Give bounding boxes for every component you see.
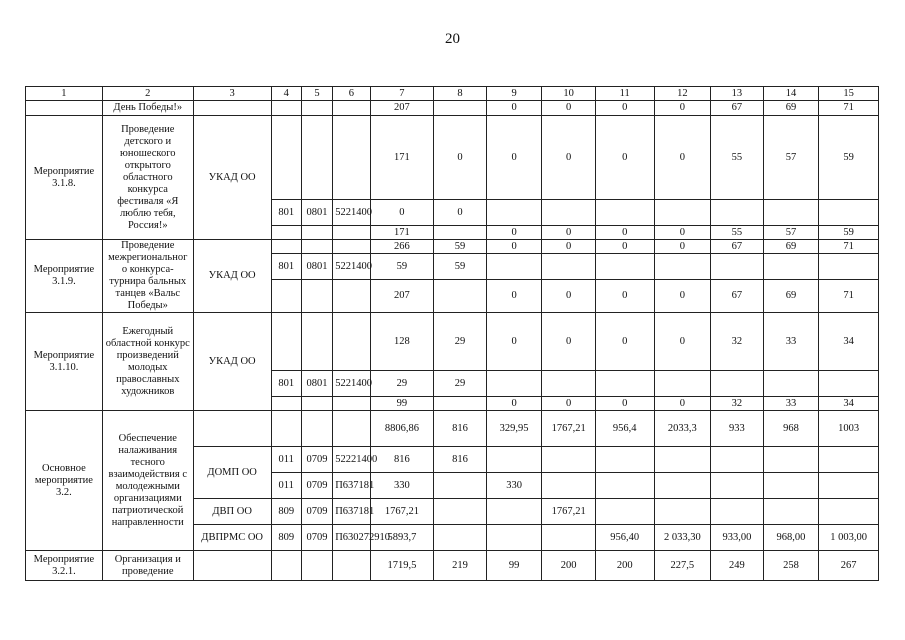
- cell: 33: [763, 397, 819, 411]
- cell: 266: [370, 240, 434, 254]
- cell: 0: [542, 240, 596, 254]
- cell: [763, 371, 819, 397]
- cell: 171: [370, 226, 434, 240]
- cell: 55: [711, 226, 764, 240]
- cell: [595, 473, 654, 499]
- cell: 0: [595, 116, 654, 200]
- table-row: [26, 240, 879, 254]
- page-number: 20: [445, 31, 460, 47]
- cell: 0: [542, 101, 596, 116]
- cell: [763, 447, 819, 473]
- table-row: [26, 411, 879, 447]
- cell: 0: [595, 313, 654, 371]
- cell: 59: [434, 240, 487, 254]
- cell: 200: [542, 551, 596, 581]
- cell: 0: [654, 116, 711, 200]
- cell: 816: [434, 447, 487, 473]
- cell: 809: [271, 499, 301, 525]
- cell: [301, 280, 332, 313]
- cell: [542, 371, 596, 397]
- cell: 171: [370, 116, 434, 200]
- event-title: Проведение детского и юношеского открытого областного конкурса фестиваля «Я люблю тебя, Россия!»: [102, 116, 193, 240]
- cell: 0: [370, 200, 434, 226]
- cell: 0: [542, 280, 596, 313]
- cell: 1767,21: [370, 499, 434, 525]
- cell: 5221400: [333, 371, 370, 397]
- cell: [434, 397, 487, 411]
- cell: [271, 280, 301, 313]
- cell: 59: [819, 226, 879, 240]
- cell: 968: [763, 411, 819, 447]
- cell: [819, 254, 879, 280]
- cell: [301, 226, 332, 240]
- cell: [486, 371, 542, 397]
- cell: 933: [711, 411, 764, 447]
- cell: 0: [434, 116, 487, 200]
- cell: 69: [763, 101, 819, 116]
- cell: 0: [595, 101, 654, 116]
- cell: 801: [271, 254, 301, 280]
- cell: [711, 254, 764, 280]
- cell: 0: [595, 397, 654, 411]
- cell: 330: [486, 473, 542, 499]
- cell: 0: [486, 101, 542, 116]
- cell: 34: [819, 313, 879, 371]
- cell: [819, 200, 879, 226]
- cell: 52221400: [333, 447, 370, 473]
- cell: [654, 447, 711, 473]
- cell: 207: [370, 101, 434, 116]
- header-cell: 11: [595, 87, 654, 101]
- cell: 67: [711, 280, 764, 313]
- cell: 1 003,00: [819, 525, 879, 551]
- cell: [301, 411, 332, 447]
- header-cell: 4: [271, 87, 301, 101]
- cell: 0: [542, 313, 596, 371]
- cell: [193, 411, 271, 447]
- cell: [654, 371, 711, 397]
- cell: [486, 525, 542, 551]
- cell: [763, 254, 819, 280]
- budget-table: [25, 86, 879, 581]
- cell: 71: [819, 240, 879, 254]
- cell: 71: [819, 101, 879, 116]
- cell: 8806,86: [370, 411, 434, 447]
- header-cell: 8: [434, 87, 487, 101]
- cell: День Победы!»: [102, 101, 193, 116]
- cell: 0: [434, 200, 487, 226]
- event-code: Мероприятие 3.1.9.: [26, 240, 103, 313]
- cell: [333, 116, 370, 200]
- cell: 67: [711, 101, 764, 116]
- header-cell: 1: [26, 87, 103, 101]
- cell: [301, 101, 332, 116]
- cell: [595, 499, 654, 525]
- cell: 0709: [301, 499, 332, 525]
- cell: 69: [763, 280, 819, 313]
- cell: 267: [819, 551, 879, 581]
- cell: [271, 397, 301, 411]
- cell: 67: [711, 240, 764, 254]
- cell: 0801: [301, 371, 332, 397]
- cell: 1767,21: [542, 499, 596, 525]
- cell: [26, 101, 103, 116]
- cell: 1767,21: [542, 411, 596, 447]
- cell: [193, 551, 271, 581]
- cell: [542, 447, 596, 473]
- cell: 0: [542, 397, 596, 411]
- cell: 0: [486, 116, 542, 200]
- cell: [711, 371, 764, 397]
- cell: [542, 525, 596, 551]
- cell: 0801: [301, 254, 332, 280]
- cell: 329,95: [486, 411, 542, 447]
- cell: [434, 101, 487, 116]
- cell: [301, 116, 332, 200]
- cell: 0: [486, 226, 542, 240]
- cell: 0: [486, 397, 542, 411]
- cell: [333, 313, 370, 371]
- cell: 968,00: [763, 525, 819, 551]
- event-title: Проведение межрегиональног о конкурса-турнира бальных танцев «Вальс Победы»: [102, 240, 193, 313]
- cell: [819, 447, 879, 473]
- cell: 29: [370, 371, 434, 397]
- cell: [542, 200, 596, 226]
- cell: 59: [819, 116, 879, 200]
- cell: 0: [486, 240, 542, 254]
- cell: 5893,7: [370, 525, 434, 551]
- table-row: [26, 101, 879, 116]
- cell: 816: [434, 411, 487, 447]
- cell: 809: [271, 525, 301, 551]
- header-cell: 2: [102, 87, 193, 101]
- cell: [763, 499, 819, 525]
- header-cell: 14: [763, 87, 819, 101]
- cell: 0: [654, 226, 711, 240]
- cell: 956,4: [595, 411, 654, 447]
- cell: 0: [654, 101, 711, 116]
- cell: 32: [711, 397, 764, 411]
- cell: 0: [542, 226, 596, 240]
- cell: 249: [711, 551, 764, 581]
- cell: [486, 200, 542, 226]
- cell: 0: [654, 240, 711, 254]
- cell: 0: [595, 280, 654, 313]
- cell: [595, 371, 654, 397]
- cell: [654, 200, 711, 226]
- cell: [271, 116, 301, 200]
- agency: УКАД ОО: [193, 116, 271, 240]
- cell: [711, 499, 764, 525]
- cell: 0: [654, 280, 711, 313]
- cell: [763, 473, 819, 499]
- header-cell: 13: [711, 87, 764, 101]
- cell: [271, 226, 301, 240]
- cell: [434, 226, 487, 240]
- cell: [193, 101, 271, 116]
- cell: [819, 473, 879, 499]
- cell: [486, 254, 542, 280]
- cell: 59: [370, 254, 434, 280]
- table-row: [26, 313, 879, 371]
- cell: 227,5: [654, 551, 711, 581]
- cell: 1719,5: [370, 551, 434, 581]
- header-cell: 12: [654, 87, 711, 101]
- header-cell: 9: [486, 87, 542, 101]
- cell: 0: [486, 313, 542, 371]
- cell: [301, 313, 332, 371]
- cell: 57: [763, 226, 819, 240]
- agency: ДОМП ОО: [193, 447, 271, 499]
- cell: 011: [271, 447, 301, 473]
- cell: [333, 280, 370, 313]
- cell: [301, 397, 332, 411]
- agency: ДВП ОО: [193, 499, 271, 525]
- cell: 933,00: [711, 525, 764, 551]
- cell: [711, 447, 764, 473]
- cell: 2 033,30: [654, 525, 711, 551]
- cell: [711, 473, 764, 499]
- cell: [301, 240, 332, 254]
- cell: [434, 525, 487, 551]
- header-cell: 10: [542, 87, 596, 101]
- cell: [434, 499, 487, 525]
- cell: [271, 411, 301, 447]
- cell: 59: [434, 254, 487, 280]
- header-cell: 3: [193, 87, 271, 101]
- cell: 801: [271, 200, 301, 226]
- cell: 0: [542, 116, 596, 200]
- cell: [819, 499, 879, 525]
- cell: 0709: [301, 473, 332, 499]
- cell: 99: [486, 551, 542, 581]
- cell: 2033,3: [654, 411, 711, 447]
- cell: [271, 551, 301, 581]
- cell: [595, 447, 654, 473]
- cell: 5221400: [333, 200, 370, 226]
- cell: П637181: [333, 473, 370, 499]
- cell: [654, 254, 711, 280]
- cell: 32: [711, 313, 764, 371]
- cell: 29: [434, 371, 487, 397]
- event-code: Основное мероприятие 3.2.: [26, 411, 103, 551]
- event-title: Организация и проведение: [102, 551, 193, 581]
- header-cell: 7: [370, 87, 434, 101]
- cell: [595, 254, 654, 280]
- cell: [542, 473, 596, 499]
- cell: 1003: [819, 411, 879, 447]
- header-cell: 6: [333, 87, 370, 101]
- cell: 55: [711, 116, 764, 200]
- cell: [333, 551, 370, 581]
- cell: 816: [370, 447, 434, 473]
- cell: [333, 240, 370, 254]
- cell: 956,40: [595, 525, 654, 551]
- cell: 0: [595, 240, 654, 254]
- cell: [763, 200, 819, 226]
- cell: [819, 371, 879, 397]
- cell: П637181: [333, 499, 370, 525]
- cell: 200: [595, 551, 654, 581]
- header-row: [26, 87, 879, 101]
- cell: [271, 313, 301, 371]
- cell: [595, 200, 654, 226]
- cell: 0801: [301, 200, 332, 226]
- cell: [434, 473, 487, 499]
- cell: [654, 473, 711, 499]
- cell: [711, 200, 764, 226]
- cell: 0709: [301, 447, 332, 473]
- cell: [542, 254, 596, 280]
- table-row: [26, 116, 879, 200]
- cell: П630272910: [333, 525, 370, 551]
- cell: 258: [763, 551, 819, 581]
- cell: [654, 499, 711, 525]
- cell: 5221400: [333, 254, 370, 280]
- cell: 0: [654, 313, 711, 371]
- cell: 57: [763, 116, 819, 200]
- cell: 011: [271, 473, 301, 499]
- event-title: Обеспечение налаживания тесного взаимодействия с молодежными организациями патриотической направленности: [102, 411, 193, 551]
- cell: [333, 397, 370, 411]
- header-cell: 15: [819, 87, 879, 101]
- cell: 801: [271, 371, 301, 397]
- cell: 330: [370, 473, 434, 499]
- cell: 29: [434, 313, 487, 371]
- cell: 0709: [301, 525, 332, 551]
- cell: 0: [486, 280, 542, 313]
- event-code: Мероприятие 3.2.1.: [26, 551, 103, 581]
- agency: ДВПРМС ОО: [193, 525, 271, 551]
- event-code: Мероприятие 3.1.10.: [26, 313, 103, 411]
- cell: 0: [595, 226, 654, 240]
- cell: [486, 447, 542, 473]
- cell: [271, 101, 301, 116]
- cell: [333, 226, 370, 240]
- cell: [434, 280, 487, 313]
- cell: 33: [763, 313, 819, 371]
- cell: [333, 101, 370, 116]
- header-cell: 5: [301, 87, 332, 101]
- cell: 219: [434, 551, 487, 581]
- table-row: [26, 551, 879, 581]
- cell: [301, 551, 332, 581]
- cell: 34: [819, 397, 879, 411]
- agency: УКАД ОО: [193, 240, 271, 313]
- cell: 71: [819, 280, 879, 313]
- agency: УКАД ОО: [193, 313, 271, 411]
- cell: 0: [654, 397, 711, 411]
- cell: 128: [370, 313, 434, 371]
- cell: [271, 240, 301, 254]
- cell: [333, 411, 370, 447]
- event-code: Мероприятие 3.1.8.: [26, 116, 103, 240]
- cell: 99: [370, 397, 434, 411]
- cell: [486, 499, 542, 525]
- cell: 69: [763, 240, 819, 254]
- cell: 207: [370, 280, 434, 313]
- event-title: Ежегодный областной конкурс произведений молодых православных художников: [102, 313, 193, 411]
